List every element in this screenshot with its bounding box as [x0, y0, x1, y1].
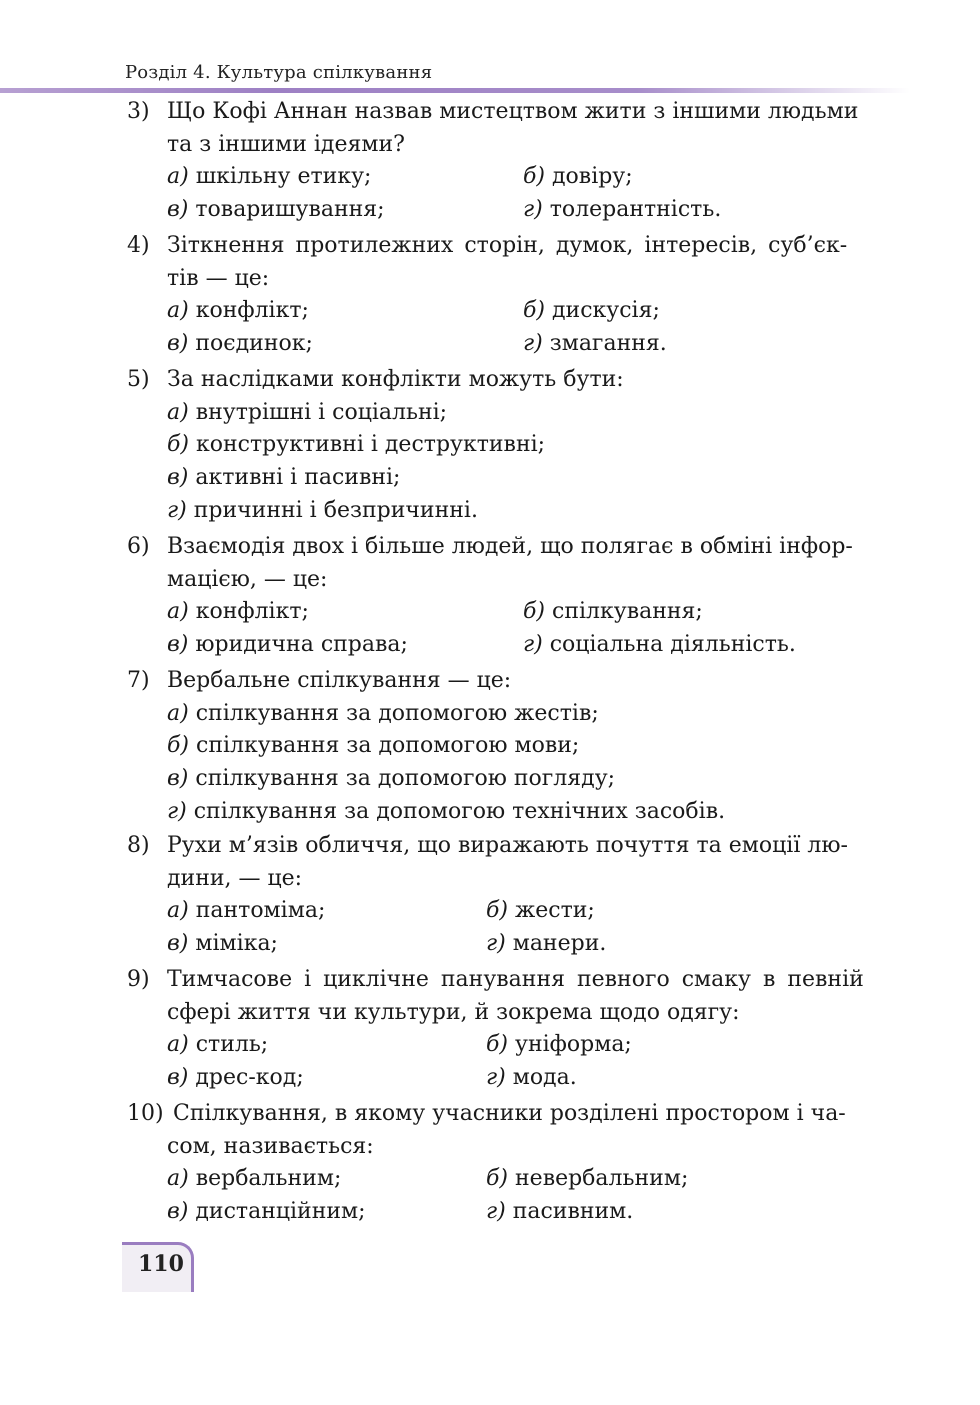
- question-line: Що Кофі Аннан назвав мистецтвом жити з іншими людьми: [167, 99, 859, 124]
- option-b: б) жести;: [486, 898, 595, 924]
- question-line: Спілкування, в якому учасники розділені простором і ча-: [173, 1101, 846, 1126]
- option-a: а) шкільну етику;: [167, 164, 372, 190]
- question-line: сом, називається:: [167, 1133, 374, 1159]
- option-v: в) юридична справа;: [167, 632, 408, 658]
- option-a: а) вербальним;: [167, 1166, 342, 1192]
- question-line: Зіткнення протилежних сторін, думок, інтересів, суб’єк-: [167, 233, 848, 258]
- question-line: Взаємодія двох і більше людей, що полягає в обміні інфор-: [167, 534, 853, 559]
- question-number: 6): [127, 534, 150, 559]
- option-b: б) довіру;: [523, 164, 633, 190]
- option-g: г) причинні і безпричинні.: [167, 497, 478, 523]
- question-4: [0, 230, 980, 361]
- option-b: б) дискусія;: [523, 298, 660, 324]
- option-a: а) стиль;: [167, 1032, 269, 1058]
- option-a: а) пантоміма;: [167, 898, 326, 924]
- option-g: г) мода.: [486, 1065, 577, 1091]
- question-number: 10): [127, 1101, 164, 1126]
- question-3: [0, 96, 980, 227]
- option-a: а) конфлікт;: [167, 298, 309, 324]
- question-number: 4): [127, 233, 150, 258]
- option-v: в) дистанційним;: [167, 1199, 366, 1225]
- option-v: в) активні і пасивні;: [167, 465, 401, 491]
- option-b: б) спілкування;: [523, 599, 703, 625]
- question-number: 3): [127, 99, 150, 124]
- option-g: г) пасивним.: [486, 1199, 634, 1225]
- question-line: дини, — це:: [167, 865, 303, 891]
- question-line: та з іншими ідеями?: [167, 131, 405, 157]
- option-a: а) конфлікт;: [167, 599, 309, 625]
- question-line: Тимчасове і циклічне панування певного смаку в певній: [167, 967, 864, 992]
- option-b: б) невербальним;: [486, 1166, 689, 1192]
- question-number: 5): [127, 367, 150, 392]
- option-g: г) спілкування за допомогою технічних засобів.: [167, 798, 726, 824]
- option-g: г) соціальна діяльність.: [523, 632, 796, 658]
- question-8: [0, 830, 980, 961]
- option-v: в) поєдинок;: [167, 331, 313, 357]
- question-line: тів — це:: [167, 265, 270, 291]
- option-v: в) міміка;: [167, 931, 278, 957]
- option-b: б) конструктивні і деструктивні;: [167, 432, 546, 458]
- question-number: 8): [127, 833, 150, 858]
- header-rule: [0, 88, 910, 93]
- option-b: б) спілкування за допомогою мови;: [167, 733, 580, 759]
- question-5: [0, 364, 980, 527]
- question-number: 7): [127, 668, 150, 693]
- option-a: а) внутрішні і соціальні;: [167, 399, 448, 425]
- option-v: в) спілкування за допомогою погляду;: [167, 766, 616, 792]
- question-line: Рухи м’язів обличчя, що виражають почуття та емоції лю-: [167, 833, 848, 858]
- question-line: За наслідками конфлікти можуть бути:: [167, 367, 624, 392]
- option-g: г) змагання.: [523, 331, 667, 357]
- option-b: б) уніформа;: [486, 1032, 632, 1058]
- option-a: а) спілкування за допомогою жестів;: [167, 700, 599, 726]
- question-line: Вербальне спілкування — це:: [167, 668, 512, 693]
- question-line: сфері життя чи культури, й зокрема щодо одягу:: [167, 999, 740, 1025]
- question-6: [0, 531, 980, 662]
- question-9: [0, 964, 980, 1095]
- question-number: 9): [127, 967, 150, 992]
- question-7: [0, 665, 980, 828]
- option-g: г) манери.: [486, 931, 607, 957]
- question-line: мацією, — це:: [167, 566, 328, 592]
- question-10: [0, 1098, 980, 1229]
- option-g: г) толерантність.: [523, 197, 722, 223]
- section-header: Розділ 4. Культура спілкування: [125, 62, 433, 83]
- page-number: 110: [138, 1251, 184, 1277]
- option-v: в) товаришування;: [167, 197, 385, 223]
- option-v: в) дрес-код;: [167, 1065, 304, 1091]
